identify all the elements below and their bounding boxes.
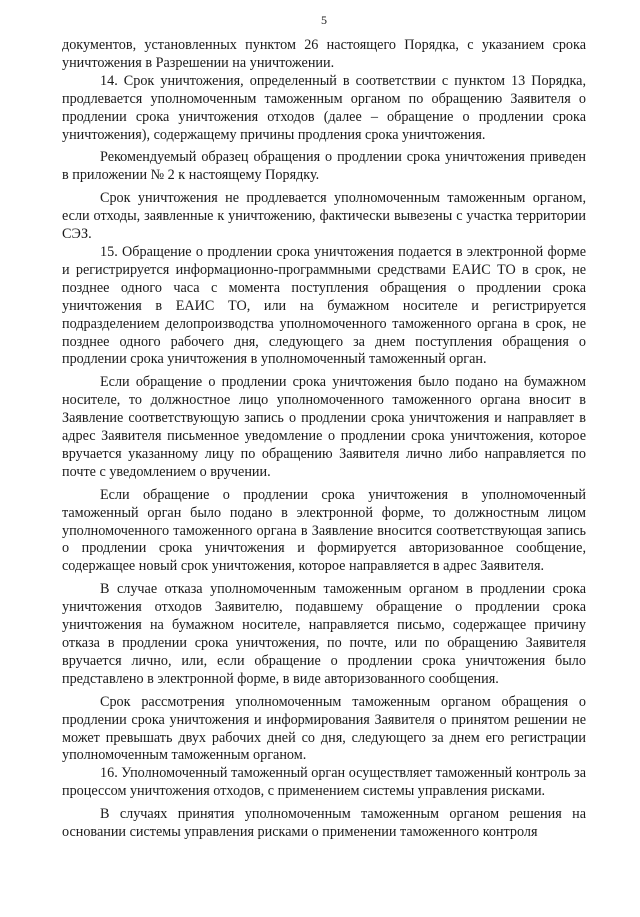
document-body	[62, 22, 586, 842]
paragraph: В случаях принятия уполномоченным таможенным органом решения на основании системы управления рисками о применении таможенного контроля	[62, 806, 586, 841]
paragraph: документов, установленных пунктом 26 настоящего Порядка, с указанием срока уничтожения в Разрешении на уничтожении.	[62, 37, 586, 71]
paragraph: 14. Срок уничтожения, определенный в соответствии с пунктом 13 Порядка, продлевается уполномоченным таможенным органом по обращению Заявителя о продлении срока уничтожения отходов (далее – обращение о продлении срока уничтожения), содержащему причины продления срока уничтожения.	[62, 72, 586, 143]
paragraph: Рекомендуемый образец обращения о продлении срока уничтожения приведен в приложении № 2 к настоящему Порядку.	[62, 149, 586, 184]
paragraph: 16. Уполномоченный таможенный орган осуществляет таможенный контроль за процессом уничтожения отходов, с применением системы управления рисками.	[62, 765, 586, 800]
paragraph: Срок уничтожения не продлевается уполномоченным таможенным органом, если отходы, заявленные к уничтожению, фактически вывезены с участка территории СЭЗ.	[62, 190, 586, 243]
page-number: 5	[321, 13, 327, 27]
paragraph: Если обращение о продлении срока уничтожения было подано на бумажном носителе, то должностное лицо уполномоченного таможенного органа вносит в Заявление соответствующую запись о продлении срока уничтожения и направляет в адрес Заявителя письменное уведомление о продлении срока уничтожения, которое вручается указанному лицу по обращению Заявителя лично либо направляется по почте с уведомлением о вручении.	[62, 374, 586, 480]
paragraph: 15. Обращение о продлении срока уничтожения подается в электронной форме и регистрируется информационно-программными средствами ЕАИС ТО в срок, не позднее одного часа с момента поступления обращения о продлении срока уничтожения в ЕАИС ТО, или на бумажном носителе и регистрируется подразделением делопроизводства уполномоченного таможенного органа в срок, не позднее одного рабочего дня, следующего за днем поступления обращения о продлении срока уничтожения в уполномоченный таможенный орган.	[62, 243, 586, 368]
paragraph: Если обращение о продлении срока уничтожения в уполномоченный таможенный орган было подано в электронной форме, то должностным лицом уполномоченного таможенного органа в Заявление вносится соответствующая запись о продлении срока уничтожения и формируется авторизованное сообщение, содержащее новый срок уничтожения, которое направляется в адрес Заявителя.	[62, 486, 586, 575]
paragraph: Срок рассмотрения уполномоченным таможенным органом обращения о продлении срока уничтожения и информирования Заявителя о принятом решении не может превышать двух рабочих дней со дня, следующего за днем его регистрации уполномоченным таможенным органом.	[62, 693, 586, 764]
paragraph: В случае отказа уполномоченным таможенным органом в продлении срока уничтожения отходов Заявителю, подавшему обращение о продлении срока уничтожения на бумажном носителе, направляется письмо, содержащее причину отказа в продлении срока уничтожения, по почте, или по обращению Заявителя вручается лично, или, если обращение о продлении срока уничтожения было представлено в электронной форме, в виде авторизованного сообщения.	[62, 581, 586, 687]
